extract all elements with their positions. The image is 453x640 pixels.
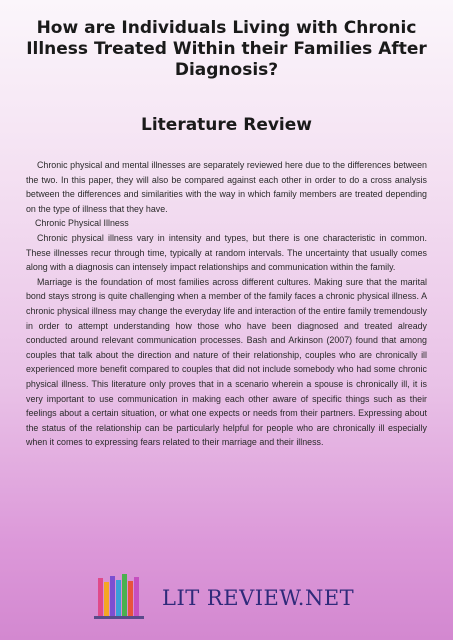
- stacked-books-icon: [92, 572, 152, 622]
- document-title: [20, 18, 433, 81]
- title-line-2: Illness Treated Within their Families After: [26, 39, 427, 59]
- paragraph-characteristics: Chronic physical illness vary in intensity and types, but there is one characteristic in common. These illnesses recur through time, typically at random intervals. The uncertainty that usually comes along with a diagnosis can intensely impact relationships and communication within the family.: [26, 232, 427, 273]
- section-heading: Literature Review: [141, 115, 312, 135]
- subheading-chronic-physical-illness: Chronic Physical Illness: [35, 218, 129, 229]
- title-line-1: How are Individuals Living with Chronic: [36, 18, 417, 38]
- paragraph-marriage: Marriage is the foundation of most families across different cultures. Making sure that the marital bond stays strong is quite challenging when a member of the family faces a chronic physical illness. A chronic physical illness may change the everyday life and interaction of the entire family tremendously in order to attempt understanding how those who have been diagnosed and treated already conducted around relevant communication processes. Bash and Arkinson (2007) found that among couples that talk about the direction and nature of their relationship, couples who are chronically ill experienced more benefit compared to couples that did not include somebody who had some chronic physical illness. This literature only proves that in a scenario wherein a spouse is chronically ill, it is very important to use communication in making each other aware of specific things such as their feelings about a certain situation, or what one expects or needs from their partners. Expressing about the status of the relationship can be particularly helpful for people who are chronically ill especially when it comes to expressing fears related to their marriage and their illness.: [26, 276, 427, 448]
- paragraph-intro: Chronic physical and mental illnesses are separately reviewed here due to the differences between the two. In this paper, they will also be compared against each other in order to do a cross analysis between the differences and similarities with the way in which family members are treated depending on the type of illness that they have.: [26, 160, 427, 214]
- document-body: [26, 158, 427, 450]
- brand-name: LIT REVIEW.NET: [162, 586, 355, 610]
- title-line-3: Diagnosis?: [174, 60, 279, 80]
- footer-logo: [92, 572, 392, 622]
